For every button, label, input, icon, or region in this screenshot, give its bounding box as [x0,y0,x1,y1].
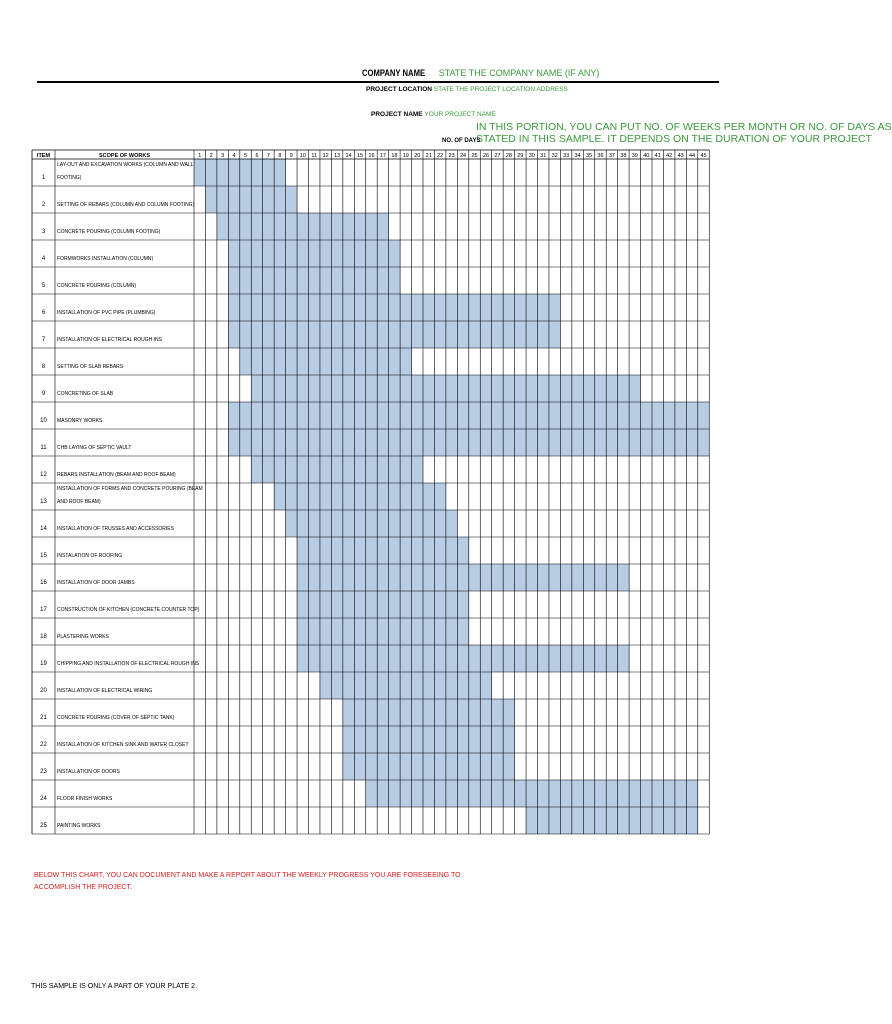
location-value: STATE THE PROJECT LOCATION ADDRESS [433,86,568,93]
day-header-9: 9 [289,153,293,159]
day-header-27: 27 [494,153,501,159]
day-header-32: 32 [551,153,558,159]
gantt-bar-22 [343,726,515,753]
scope-text-11: CHB LAYING OF SEPTIC VAULT [57,445,132,451]
gantt-bar-21 [343,699,515,726]
day-header-41: 41 [654,153,661,159]
day-header-34: 34 [574,153,581,159]
scope-text-16: INSTALLATION OF DOOR JAMBS [57,580,135,586]
item-number-19: 19 [40,661,47,667]
gantt-bar-19 [297,645,629,672]
day-header-33: 33 [563,153,570,159]
item-number-13: 13 [40,499,47,505]
scope-text-19: CHIPPING AND INSTALLATION OF ELECTRICAL ROUGH INS [57,661,200,667]
day-header-16: 16 [368,153,375,159]
scope-text-1-b: FOOTING) [57,175,82,181]
scope-text-4: FORMWORKS INSTALLATION (COLUMN) [57,256,154,262]
item-number-14: 14 [40,526,47,532]
scope-text-20: INSTALLATION OF ELECTRICAL WIRING [57,688,153,694]
gantt-bar-18 [297,618,469,645]
item-number-1: 1 [41,175,46,181]
item-header: ITEM [36,153,51,159]
scope-text-7: INSTALLATION OF ELECTRICAL ROUGH INS [57,337,162,343]
location-label: PROJECT LOCATION [366,86,432,93]
gantt-bar-12 [251,456,423,483]
gantt-bar-25 [526,807,698,834]
item-number-20: 20 [40,688,47,694]
gantt-bar-4 [228,240,400,267]
day-header-25: 25 [471,153,478,159]
days-label: NO. OF DAYS [442,138,481,144]
scope-text-9: CONCRETING OF SLAB [57,391,114,397]
day-header-14: 14 [345,153,352,159]
day-header-43: 43 [677,153,684,159]
day-header-5: 5 [243,153,248,159]
day-header-7: 7 [266,153,270,159]
day-header-44: 44 [689,153,696,159]
item-number-25: 25 [40,823,47,829]
gantt-bar-5 [228,267,400,294]
duration-note-line-1: IN THIS PORTION, YOU CAN PUT NO. OF WEEKS PER MONTH OR NO. OF DAYS AS [476,121,892,133]
scope-text-13-a: INSTALLATION OF FORMS AND CONCRETE POURING (BEAM [57,486,203,492]
day-header-11: 11 [311,153,318,159]
day-header-38: 38 [620,153,627,159]
day-header-29: 29 [517,153,524,159]
day-header-42: 42 [666,153,673,159]
day-header-45: 45 [700,153,707,159]
day-header-13: 13 [334,153,341,159]
day-header-24: 24 [460,153,467,159]
day-header-22: 22 [437,153,444,159]
scope-text-8: SETTING OF SLAB REBARS [57,364,124,370]
day-header-30: 30 [528,153,535,159]
gantt-bar-7 [228,321,560,348]
day-header-35: 35 [585,153,593,159]
gantt-bar-20 [320,672,492,699]
item-number-7: 7 [41,337,46,343]
scope-text-15: INSTALATION OF ROOFING [57,553,123,559]
day-header-8: 8 [278,153,282,159]
sample-note: THIS SAMPLE IS ONLY A PART OF YOUR PLATE 2. [31,983,197,990]
scope-header: SCOPE OF WORKS [98,153,151,159]
item-number-24: 24 [40,796,47,802]
scope-text-17: CONSTRUCTION OF KITCHEN (CONCRETE COUNTER TOP) [57,607,200,613]
duration-note-line-2: STATED IN THIS SAMPLE. IT DEPENDS ON THE DURATION OF YOUR PROJECT [476,133,872,145]
scope-text-12: REBARS INSTALLATION (BEAM AND ROOF BEAM) [57,472,176,478]
day-header-1: 1 [198,153,202,159]
day-header-15: 15 [356,153,364,159]
day-header-3: 3 [221,153,225,159]
gantt-bar-6 [228,294,560,321]
item-number-23: 23 [40,769,47,775]
day-header-18: 18 [391,153,398,159]
scope-text-5: CONCRETE POURING (COLUMN) [57,283,137,289]
day-header-40: 40 [643,153,650,159]
day-header-39: 39 [631,153,638,159]
scope-text-18: PLASTERING WORKS [57,634,109,640]
gantt-bar-17 [297,591,469,618]
item-number-18: 18 [40,634,47,640]
scope-text-1-a: LAY-OUT AND EXCAVATION WORKS (COLUMN AND WALL [57,162,194,168]
item-number-21: 21 [40,715,47,721]
day-header-20: 20 [414,153,421,159]
item-number-17: 17 [40,607,47,613]
day-header-4: 4 [232,153,236,159]
item-number-12: 12 [40,472,47,478]
day-header-26: 26 [482,153,490,159]
gantt-bar-14 [286,510,458,537]
day-header-31: 31 [540,153,547,159]
gantt-bar-15 [297,537,469,564]
scope-text-24: FLOOR FINISH WORKS [57,796,113,802]
item-number-16: 16 [40,580,47,586]
scope-text-13-b: AND ROOF BEAM) [57,499,101,505]
item-number-8: 8 [41,364,46,370]
scope-text-2: SETTING OF REBARS (COLUMN AND COLUMN FOOTING) [57,202,195,208]
project-label: PROJECT NAME [371,111,423,118]
scope-text-3: CONCRETE POURING (COLUMN FOOTING) [57,229,161,235]
company-value: STATE THE COMPANY NAME (IF ANY) [438,68,600,78]
item-number-3: 3 [41,229,46,235]
day-header-2: 2 [209,153,213,159]
day-header-12: 12 [322,153,329,159]
report-note-line-2: ACCOMPLISH THE PROJECT. [34,884,132,891]
scope-text-14: INSTALLATION OF TRUSSES AND ACCESSORIES [57,526,174,532]
gantt-bar-3 [217,213,389,240]
day-header-6: 6 [255,153,259,159]
day-header-17: 17 [379,153,386,159]
gantt-bar-13 [274,483,446,510]
scope-text-23: INSTALLATION OF DOORS [57,769,120,775]
day-header-36: 36 [597,153,604,159]
day-header-10: 10 [299,153,306,159]
day-header-19: 19 [402,153,409,159]
item-number-10: 10 [40,418,47,424]
scope-text-10: MASONRY WORKS [57,418,103,424]
report-note-line-1: BELOW THIS CHART, YOU CAN DOCUMENT AND MAKE A REPORT ABOUT THE WEEKLY PROGRESS YOU ARE FORESEEING TO [34,872,461,879]
day-header-23: 23 [448,153,455,159]
item-number-22: 22 [40,742,47,748]
item-number-15: 15 [40,553,47,559]
item-number-4: 4 [41,256,46,262]
item-number-6: 6 [41,310,46,316]
day-header-28: 28 [505,153,512,159]
item-number-5: 5 [41,283,46,289]
report-note [34,870,461,894]
item-number-11: 11 [40,445,47,451]
item-number-2: 2 [41,202,46,208]
scope-text-22: INSTALLATION OF KITCHEN SINK AND WATER CLOSET [57,742,189,748]
scope-text-25: PAINTING WORKS [57,823,101,829]
scope-text-6: INSTALLATION OF PVC PIPE (PLUMBING) [57,310,156,316]
day-header-21: 21 [425,153,432,159]
gantt-bar-8 [240,348,412,375]
item-number-9: 9 [41,391,46,397]
day-header-37: 37 [608,153,615,159]
company-label: COMPANY NAME [362,68,426,78]
gantt-bar-23 [343,753,515,780]
gantt-bar-16 [297,564,629,591]
project-value: YOUR PROJECT NAME [424,111,496,118]
scope-text-21: CONCRETE POURING (COVER OF SEPTIC TANK) [57,715,175,721]
gantt-bar-24 [366,780,698,807]
